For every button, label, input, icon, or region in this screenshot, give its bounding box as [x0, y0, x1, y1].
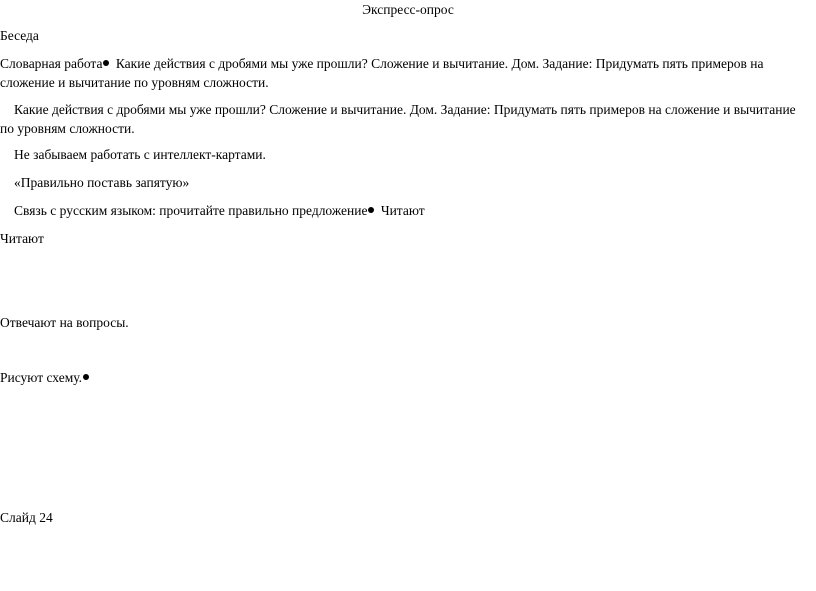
page-title: Экспресс-опрос — [362, 2, 454, 17]
paragraph-comma-task: «Правильно поставь запятую» — [14, 175, 190, 190]
paragraph-beseda: Беседа — [0, 28, 39, 43]
slide-number: Слайд 24 — [0, 510, 53, 525]
bullet-icon — [103, 60, 109, 66]
paragraph-russian-link — [14, 201, 425, 220]
bullet-icon — [368, 207, 374, 213]
paragraph-vocabulary-label: Словарная работа — [0, 56, 103, 71]
paragraph-vocabulary-text: Какие действия с дробями мы уже прошли? Сложение и вычитание. Дом. Задание: Придумать пять примеров на сложение и вычитание по уровням сложности. — [0, 56, 764, 90]
paragraph-vocabulary — [0, 54, 812, 92]
paragraph-draw-text: Рисуют схему. — [0, 370, 83, 385]
bullet-icon — [83, 374, 89, 380]
paragraph-mind-maps: Не забываем работать с интеллект-картами. — [14, 147, 266, 162]
paragraph-fractions: Какие действия с дробями мы уже прошли? Сложение и вычитание. Дом. Задание: Придумать пять примеров на сложение и вычитание по уровням сложности. — [0, 102, 796, 136]
paragraph-russian-link-read: Читают — [377, 203, 425, 218]
paragraph-answer: Отвечают на вопросы. — [0, 315, 129, 330]
paragraph-draw — [0, 368, 92, 387]
paragraph-read: Читают — [0, 231, 44, 246]
paragraph-russian-link-text: Связь с русским языком: прочитайте правильно предложение — [14, 203, 368, 218]
